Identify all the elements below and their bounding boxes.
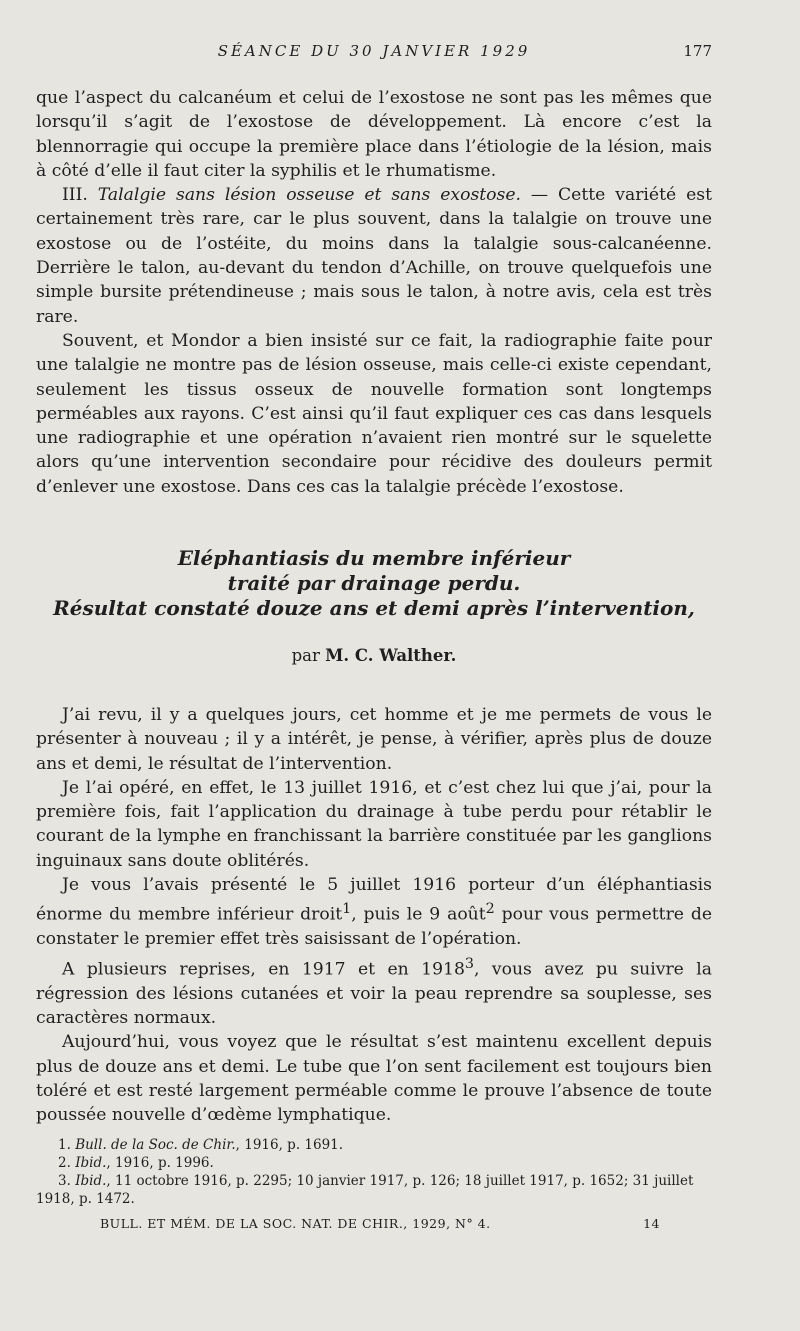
footnote-ref: 3 [464,955,475,972]
paragraph [36,873,712,952]
author-prefix: par [291,646,320,665]
running-header [36,42,712,66]
paragraph-variety-iii [36,183,712,329]
footnote-text: , 1916, p. 1996. [106,1155,214,1171]
footnote-text: , 1916, p. 1691. [235,1137,344,1153]
footnote-reference: Ibid. [75,1173,107,1189]
author-name: M. C. Walther. [325,646,457,665]
paragraph-text: , vous avez pu suivre la régression des lésions cutanées et voir la peau reprendre sa souplesse, ses caractères normaux. [36,959,712,1029]
footnote [36,1172,712,1208]
article-title-line: traité par drainage perdu. [227,571,521,595]
article-body [36,703,712,1128]
article-title [36,546,712,621]
footnote-text: , 11 octobre 1916, p. 2295; 10 janvier 1917, p. 126; 18 juillet 1917, p. 1652; 31 juillet 1918, p. 1472. [36,1173,694,1207]
section-talalgie [36,86,712,499]
paragraph: Aujourd’hui, vous voyez que le résultat s’est maintenu excellent depuis plus de douze ans et demi. Le tube que l’on sent facilement est toujours bien toléré et est resté largement perméable comme le prouve l’absence de toute poussée nouvelle d’œdème lymphatique. [36,1032,712,1126]
footnote-ref: 2 [485,901,495,918]
article-title-line: Eléphantiasis du membre inférieur [177,546,571,570]
footnote-number: 1. [58,1137,71,1153]
paragraph-text: , puis le 9 août [351,905,486,926]
footnotes [36,1136,712,1208]
paragraph: Je l’ai opéré, en effet, le 13 juillet 1916, et c’est chez lui que j’ai, pour la première fois, fait l’application du drainage à tube perdu pour rétablir le courant de la lymphe en franchissant la barrière constituée par les ganglions inguinaux sans doute oblitérés. [36,777,712,871]
section-number: III. [62,185,88,206]
paragraph-text: pour vous permettre de constater le premier effet très saisissant de l’opération. [36,905,712,950]
paragraph-text: — Cette variété est certainement très rare, car le plus souvent, dans la talalgie on trouve une exostose ou de l’ostéite, du moins dans la talalgie sous-calcanéenne. Derrière le talon, au-devant du tendon d’Achille, on trouve quelquefois une simple bursite prétendineuse ; mais sous le talon, à notre avis, cela est très rare. [36,185,712,327]
footnote-ref: 1 [342,901,352,918]
footnote-number: 2. [58,1155,71,1171]
article-author [36,646,712,665]
page-footer [100,1216,660,1236]
footnote-reference: Ibid. [75,1155,107,1171]
paragraph-text: A plusieurs reprises, en 1917 et en 1918 [62,959,465,980]
article-title-line: Résultat constaté douze ans et demi après l’intervention, [53,596,695,620]
footnote [36,1154,712,1172]
section-heading: Talalgie sans lésion osseuse et sans exostose. [97,185,521,206]
footer-signature: 14 [643,1216,660,1231]
paragraph [36,952,712,1031]
footer-journal: BULL. ET MÉM. DE LA SOC. NAT. DE CHIR., 1929, N° 4. [100,1216,491,1231]
page-number: 177 [683,42,712,60]
paragraph-text: Je vous l’avais présenté le 5 juillet 1916 porteur d’un éléphantiasis énorme du membre inférieur droit [36,875,712,926]
paragraph: que l’aspect du calcanéum et celui de l’exostose ne sont pas les mêmes que lorsqu’il s’agit de l’exostose de développement. Là encore c’est la blennorragie qui occupe la première place dans l’étiologie de la lésion, mais à côté d’elle il faut citer la syphilis et le rhumatisme. [36,88,712,181]
paragraph: Souvent, et Mondor a bien insisté sur ce fait, la radiographie faite pour une talalgie ne montre pas de lésion osseuse, mais celle-ci existe cependant, seulement les tissus osseux de nouvelle formation sont longtemps perméables aux rayons. C’est ainsi qu’il faut expliquer ces cas dans lesquels une radiographie et une opération n’avaient rien montré sur le squelette alors qu’une intervention secondaire pour récidive des douleurs permit d’enlever une exostose. Dans ces cas la talalgie précède l’exostose. [36,330,712,497]
header-title: SÉANCE DU 30 JANVIER 1929 [217,42,531,60]
footnote-number: 3. [58,1173,71,1189]
paragraph: J’ai revu, il y a quelques jours, cet homme et je me permets de vous le présenter à nouveau ; il y a intérêt, je pense, à vérifier, après plus de douze ans et demi, le résultat de l’intervention. [36,705,712,774]
footnote [36,1136,712,1154]
footnote-reference: Bull. de la Soc. de Chir. [75,1137,236,1153]
